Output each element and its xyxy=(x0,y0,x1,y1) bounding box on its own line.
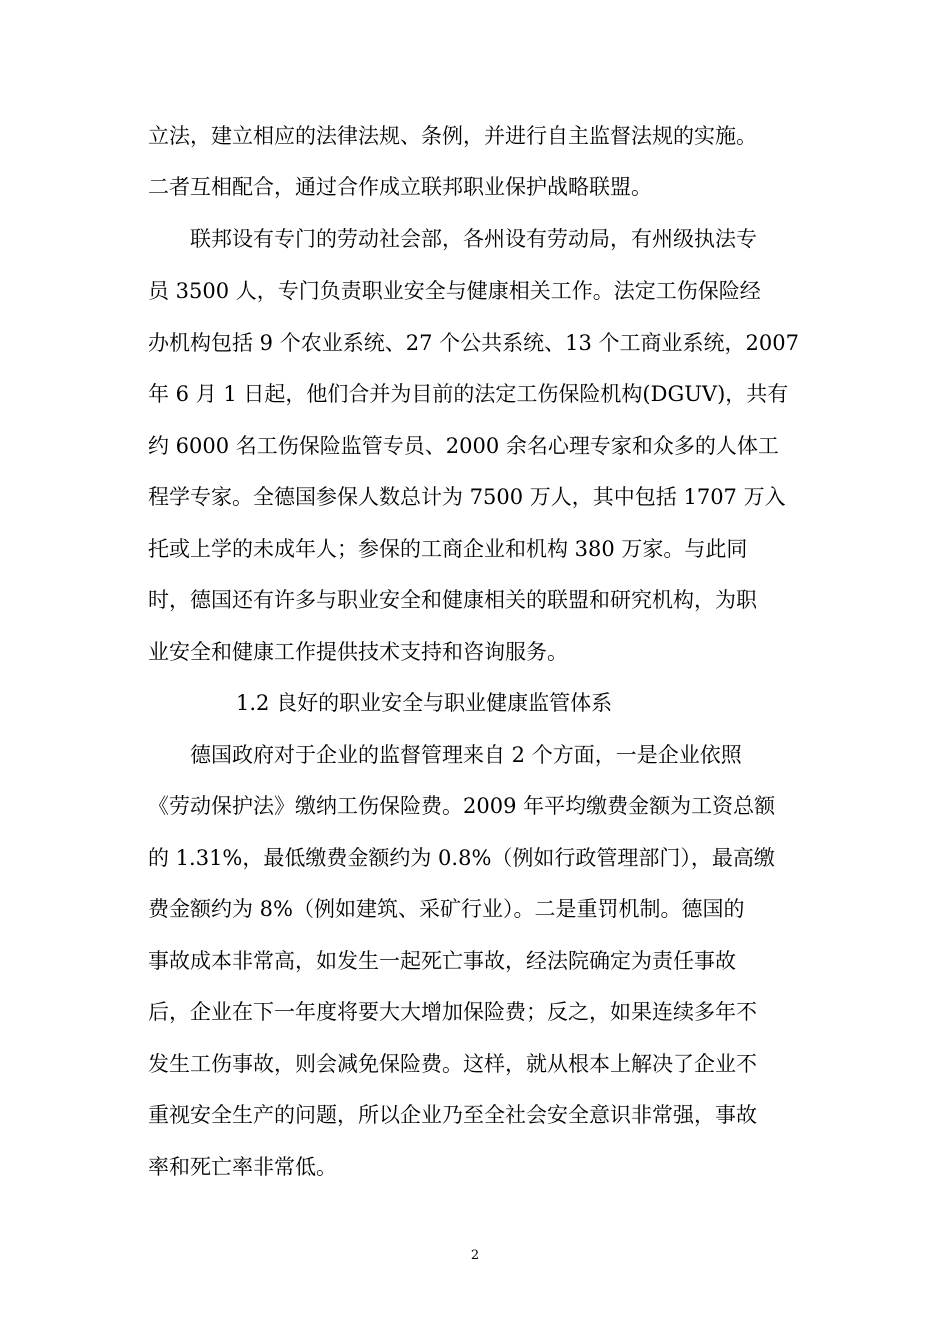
page-number: 2 xyxy=(470,1248,480,1263)
text-line-2: 二者互相配合，通过合作成立联邦职业保护战略联盟。 xyxy=(148,175,652,199)
paragraph-start-line-13: 德国政府对于企业的监督管理来自 2 个方面，一是企业依照 xyxy=(190,743,742,767)
text-line-8: 程学专家。全德国参保人数总计为 7500 万人，其中包括 1707 万入 xyxy=(148,485,786,509)
text-line-6: 年 6 月 1 日起，他们合并为目前的法定工伤保险机构(DGUV)，共有 xyxy=(148,382,789,406)
text-line-10: 时，德国还有许多与职业安全和健康相关的联盟和研究机构，为职 xyxy=(148,588,757,612)
text-line-4: 员 3500 人，专门负责职业安全与健康相关工作。法定工伤保险经 xyxy=(148,279,761,303)
text-line-11: 业安全和健康工作提供技术支持和咨询服务。 xyxy=(148,640,568,664)
text-line-5: 办机构包括 9 个农业系统、27 个公共系统、13 个工商业系统，2007 xyxy=(148,331,799,355)
text-line-18: 后，企业在下一年度将要大大增加保险费；反之，如果连续多年不 xyxy=(148,1000,757,1024)
text-line-9: 托或上学的未成年人；参保的工商企业和机构 380 万家。与此同 xyxy=(148,537,748,561)
text-line-20: 重视安全生产的问题，所以企业乃至全社会安全意识非常强，事故 xyxy=(148,1103,757,1127)
section-heading: 1.2 良好的职业安全与职业健康监管体系 xyxy=(236,691,613,715)
text-line-17: 事故成本非常高，如发生一起死亡事故，经法院确定为责任事故 xyxy=(148,949,736,973)
text-line-1: 立法，建立相应的法律法规、条例，并进行自主监督法规的实施。 xyxy=(148,124,757,148)
text-line-21: 率和死亡率非常低。 xyxy=(148,1155,337,1179)
text-line-16: 费金额约为 8%（例如建筑、采矿行业）。二是重罚机制。德国的 xyxy=(148,897,745,921)
text-line-14: 《劳动保护法》缴纳工伤保险费。2009 年平均缴费金额为工资总额 xyxy=(148,794,776,818)
text-line-7: 约 6000 名工伤保险监管专员、2000 余名心理专家和众多的人体工 xyxy=(148,434,779,458)
text-line-15: 的 1.31%，最低缴费金额约为 0.8%（例如行政管理部门），最高缴 xyxy=(148,846,775,870)
text-line-19: 发生工伤事故，则会减免保险费。这样，就从根本上解决了企业不 xyxy=(148,1052,757,1076)
paragraph-start-line-3: 联邦设有专门的劳动社会部，各州设有劳动局，有州级执法专 xyxy=(190,227,757,251)
